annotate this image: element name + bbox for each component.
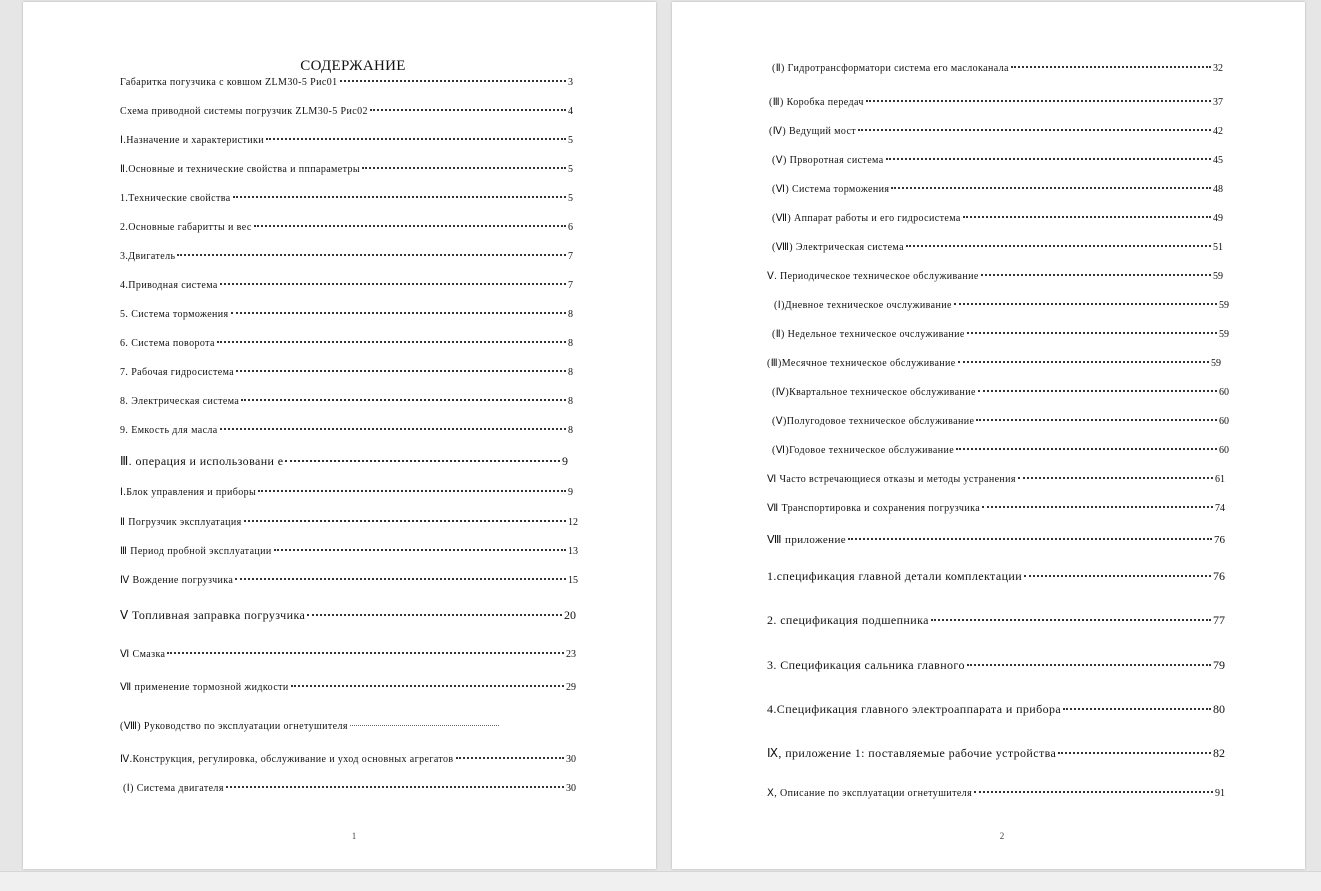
dot-leader	[235, 578, 566, 580]
toc-entry[interactable]	[774, 299, 1229, 313]
page-number: 2	[999, 831, 1005, 841]
toc-page-number: 20	[564, 608, 576, 622]
toc-entry-text: Ⅱ Погрузчик эксплуатация	[120, 517, 242, 528]
toc-entry[interactable]	[767, 746, 1225, 760]
dot-leader	[291, 685, 564, 687]
toc-entry[interactable]	[772, 415, 1229, 429]
toc-entry-text: (Ⅷ) Руководство по эксплуатации огнетушителя	[120, 721, 348, 732]
toc-entry[interactable]	[120, 192, 573, 206]
toc-entry[interactable]	[120, 163, 573, 177]
toc-page-number: 61	[1215, 474, 1225, 485]
toc-page-number: 6	[568, 222, 573, 233]
toc-page-number: 76	[1214, 534, 1225, 546]
toc-entry[interactable]	[767, 270, 1223, 284]
dot-leader	[982, 506, 1213, 508]
dot-leader	[226, 786, 564, 788]
toc-entry[interactable]	[772, 212, 1223, 226]
toc-entry-text: (Ⅷ) Электрическая система	[772, 242, 904, 253]
toc-page-number: 59	[1213, 271, 1223, 282]
toc-page-number: 77	[1213, 613, 1225, 627]
dot-leader	[266, 138, 566, 140]
toc-entry-text: (Ⅱ) Недельное техническое очслуживание	[772, 329, 965, 340]
dot-leader	[866, 100, 1211, 102]
toc-entry[interactable]	[120, 105, 573, 119]
toc-page-number: 4	[568, 106, 573, 117]
toc-entry[interactable]	[120, 753, 576, 767]
toc-entry[interactable]	[772, 183, 1223, 197]
toc-page-number: 79	[1213, 658, 1225, 672]
toc-entry[interactable]	[772, 62, 1223, 76]
dot-leader	[1011, 66, 1211, 68]
toc-entry-text: Ⅱ.Основные и технические свойства и пппараметры	[120, 164, 361, 175]
toc-entry-text: Ⅳ Вождение погрузчика	[120, 575, 234, 586]
toc-page-number: 82	[1213, 746, 1225, 760]
toc-entry[interactable]	[120, 608, 576, 622]
toc-entry-text: Габаритка погузчика с ковшом ZLM30-5 Рис01	[120, 77, 338, 88]
toc-entry-text: (Ⅵ) Система торможения	[772, 184, 890, 195]
toc-page-number: 8	[568, 367, 573, 378]
toc-entry[interactable]	[767, 658, 1225, 672]
toc-entry-text: Ⅴ Топливная заправка погрузчика	[120, 608, 306, 622]
toc-entry-text: 2.Основные габаритты и вес	[120, 222, 252, 233]
dot-leader	[244, 520, 566, 522]
toc-entry[interactable]	[120, 395, 573, 409]
toc-page-number: 80	[1213, 702, 1225, 716]
document-page-2	[672, 2, 1305, 869]
toc-page-number: 23	[566, 649, 576, 660]
toc-entry-text: 4.Приводная система	[120, 280, 218, 291]
toc-entry[interactable]	[120, 76, 573, 90]
toc-entry-text: Ⅳ.Конструкция, регулировка, обслуживание и уход основных агрегатов	[120, 754, 454, 765]
toc-entry[interactable]	[767, 613, 1225, 627]
page-title: СОДЕРЖАНИЕ	[300, 58, 406, 74]
dot-leader	[350, 725, 499, 726]
dot-leader	[362, 167, 566, 169]
toc-entry[interactable]	[769, 96, 1223, 110]
dot-leader	[285, 460, 560, 462]
toc-entry-text: Ⅶ Транспортировка и сохранения погрузчика	[767, 503, 981, 514]
toc-entry-text: Ⅲ Период пробной эксплуатации	[120, 546, 272, 557]
toc-page-number: 60	[1219, 445, 1229, 456]
toc-entry-text: Ⅶ применение тормозной жидкости	[120, 682, 289, 693]
toc-entry[interactable]	[120, 648, 576, 662]
dot-leader	[370, 109, 566, 111]
dot-leader	[974, 791, 1213, 793]
toc-entry-text: Схема приводной системы погрузчик ZLM30-5 Рис02	[120, 106, 368, 117]
dot-leader	[233, 196, 566, 198]
toc-entry-text: Ⅹ, Описание по эксплуатации огнетушителя	[767, 788, 973, 799]
toc-entry[interactable]	[767, 569, 1225, 583]
toc-entry-text: Ⅸ, приложение 1: поставляемые рабочие устройства	[767, 746, 1057, 760]
toc-page-number: 7	[568, 280, 573, 291]
toc-page-number: 3	[568, 77, 573, 88]
toc-entry-text: 5. Система торможения	[120, 309, 229, 320]
dot-leader	[241, 399, 566, 401]
toc-entry[interactable]	[120, 574, 578, 588]
toc-page-number: 5	[568, 193, 573, 204]
dot-leader	[956, 448, 1217, 450]
dot-leader	[981, 274, 1211, 276]
dot-leader	[906, 245, 1211, 247]
dot-leader	[1063, 708, 1211, 710]
dot-leader	[236, 370, 566, 372]
toc-page-number: 48	[1213, 184, 1223, 195]
dot-leader	[1058, 752, 1211, 754]
toc-page-number: 76	[1213, 569, 1225, 583]
dot-leader	[220, 428, 566, 430]
toc-entry[interactable]	[120, 681, 576, 695]
toc-entry[interactable]	[772, 328, 1229, 342]
toc-page-number: 74	[1215, 503, 1225, 514]
toc-entry[interactable]	[767, 533, 1225, 547]
toc-entry-text: (Ⅴ)Полугодовое техническое обслуживание	[772, 416, 975, 427]
toc-page-number: 59	[1219, 329, 1229, 340]
dot-leader	[978, 390, 1217, 392]
toc-page-number: 30	[566, 783, 576, 794]
toc-entry[interactable]	[772, 444, 1229, 458]
toc-page-number: 59	[1211, 358, 1221, 369]
toc-entry-text: 1.спецификация главной детали комплектации	[767, 569, 1023, 583]
toc-entry[interactable]	[120, 337, 573, 351]
toc-entry-text: (Ⅱ) Гидротрансформатори система его маслоканала	[772, 63, 1009, 74]
toc-entry[interactable]	[120, 545, 578, 559]
toc-page-number: 45	[1213, 155, 1223, 166]
dot-leader	[967, 332, 1217, 334]
toc-entry-text: 7. Рабочая гидросистема	[120, 367, 235, 378]
toc-entry-text: 6. Система поворота	[120, 338, 215, 349]
toc-entry[interactable]	[120, 221, 573, 235]
dot-leader	[954, 303, 1217, 305]
toc-entry-text: 3. Спецификация сальника главного	[767, 658, 965, 672]
toc-entry-text: 2. спецификация подшепника	[767, 613, 929, 627]
dot-leader	[886, 158, 1211, 160]
toc-entry[interactable]	[772, 241, 1223, 255]
dot-leader	[931, 619, 1211, 621]
toc-entry[interactable]	[120, 424, 573, 438]
toc-entry[interactable]	[767, 787, 1225, 801]
toc-page-number: 9	[568, 487, 573, 498]
toc-page-number: 32	[1213, 63, 1223, 74]
toc-entry[interactable]	[772, 154, 1223, 168]
toc-page-number: 60	[1219, 416, 1229, 427]
toc-page-number: 29	[566, 682, 576, 693]
dot-leader	[958, 361, 1209, 363]
dot-leader	[858, 129, 1211, 131]
page-number: 1	[351, 831, 357, 841]
toc-entry-text: (Ⅳ)Квартальное техническое обслуживание	[772, 387, 976, 398]
toc-entry-text: (Ⅴ) Прворотная система	[772, 155, 884, 166]
toc-entry-text: Ⅴ. Периодическое техническое обслуживание	[767, 271, 979, 282]
toc-page-number: 8	[568, 309, 573, 320]
toc-entry-text: (Ⅲ) Коробка передач	[769, 97, 864, 108]
toc-entry-text: 8. Электрическая система	[120, 396, 240, 407]
toc-entry[interactable]	[767, 473, 1225, 487]
toc-entry-text: 3.Двигатель	[120, 251, 176, 262]
toc-page-number: 9	[562, 454, 568, 468]
toc-page-number: 8	[568, 425, 573, 436]
toc-page-number: 15	[568, 575, 578, 586]
toc-page-number: 49	[1213, 213, 1223, 224]
toc-entry-text: 9. Емкость для масла	[120, 425, 218, 436]
toc-entry-text: (Ⅲ)Месячное техническое обслуживание	[767, 358, 956, 369]
toc-entry-text: (Ⅰ)Дневное техническое очслуживание	[774, 300, 952, 311]
toc-page-number: 59	[1219, 300, 1229, 311]
toc-entry-text: (Ⅰ) Система двигателя	[123, 783, 224, 794]
status-bar	[0, 871, 1321, 891]
toc-entry[interactable]	[767, 502, 1225, 516]
toc-entry[interactable]	[767, 702, 1225, 716]
toc-page-number: 42	[1213, 126, 1223, 137]
dot-leader	[340, 80, 566, 82]
dot-leader	[254, 225, 566, 227]
dot-leader	[976, 419, 1217, 421]
toc-entry-text: 1.Технические свойства	[120, 193, 231, 204]
dot-leader	[274, 549, 566, 551]
toc-entry[interactable]	[120, 366, 573, 380]
toc-entry-text: Ⅰ.Блок управления и приборы	[120, 487, 257, 498]
toc-entry-text: Ⅰ.Назначение и характеристики	[120, 135, 265, 146]
toc-page-number: 51	[1213, 242, 1223, 253]
toc-entry-text: 4.Спецификация главного электроаппарата и прибора	[767, 702, 1062, 716]
dot-leader	[963, 216, 1211, 218]
dot-leader	[167, 652, 564, 654]
dot-leader	[1018, 477, 1213, 479]
toc-entry[interactable]	[767, 357, 1221, 371]
toc-entry[interactable]	[123, 782, 576, 796]
toc-entry[interactable]	[769, 125, 1223, 139]
toc-entry-text: (Ⅶ) Аппарат работы и его гидросистема	[772, 213, 961, 224]
toc-page-number: 5	[568, 135, 573, 146]
toc-entry[interactable]	[120, 308, 573, 322]
dot-leader	[220, 283, 566, 285]
dot-leader	[177, 254, 566, 256]
dot-leader	[258, 490, 566, 492]
dot-leader	[231, 312, 566, 314]
toc-entry[interactable]	[120, 516, 578, 530]
toc-page-number: 60	[1219, 387, 1229, 398]
toc-page-number: 12	[568, 517, 578, 528]
toc-page-number: 30	[566, 754, 576, 765]
toc-page-number: 8	[568, 396, 573, 407]
toc-entry-text: Ⅷ приложение	[767, 534, 847, 546]
toc-entry-text: (Ⅳ) Ведущий мост	[769, 126, 857, 137]
dot-leader	[217, 341, 566, 343]
toc-entry-text: Ⅲ. операция и использовани е	[120, 454, 284, 468]
toc-entry-text: (Ⅵ)Годовое техническое обслуживание	[772, 445, 955, 456]
toc-page-number: 7	[568, 251, 573, 262]
toc-entry-text: Ⅵ Часто встречающиеся отказы и методы устранения	[767, 474, 1016, 485]
toc-page-number: 8	[568, 338, 573, 349]
toc-entry[interactable]	[120, 486, 573, 500]
toc-entry[interactable]	[120, 279, 573, 293]
toc-entry[interactable]	[772, 386, 1229, 400]
toc-entry[interactable]	[120, 134, 573, 148]
toc-entry[interactable]	[120, 720, 501, 734]
dot-leader	[891, 187, 1211, 189]
toc-page-number: 5	[568, 164, 573, 175]
dot-leader	[307, 614, 562, 616]
dot-leader	[967, 664, 1211, 666]
dot-leader	[1024, 575, 1211, 577]
toc-entry[interactable]	[120, 454, 568, 468]
toc-entry-text: Ⅵ Смазка	[120, 649, 166, 660]
dot-leader	[848, 538, 1212, 540]
toc-page-number: 91	[1215, 788, 1225, 799]
toc-page-number: 13	[568, 546, 578, 557]
document-page-1	[23, 2, 656, 869]
dot-leader	[456, 757, 564, 759]
toc-entry[interactable]	[120, 250, 573, 264]
toc-page-number: 37	[1213, 97, 1223, 108]
